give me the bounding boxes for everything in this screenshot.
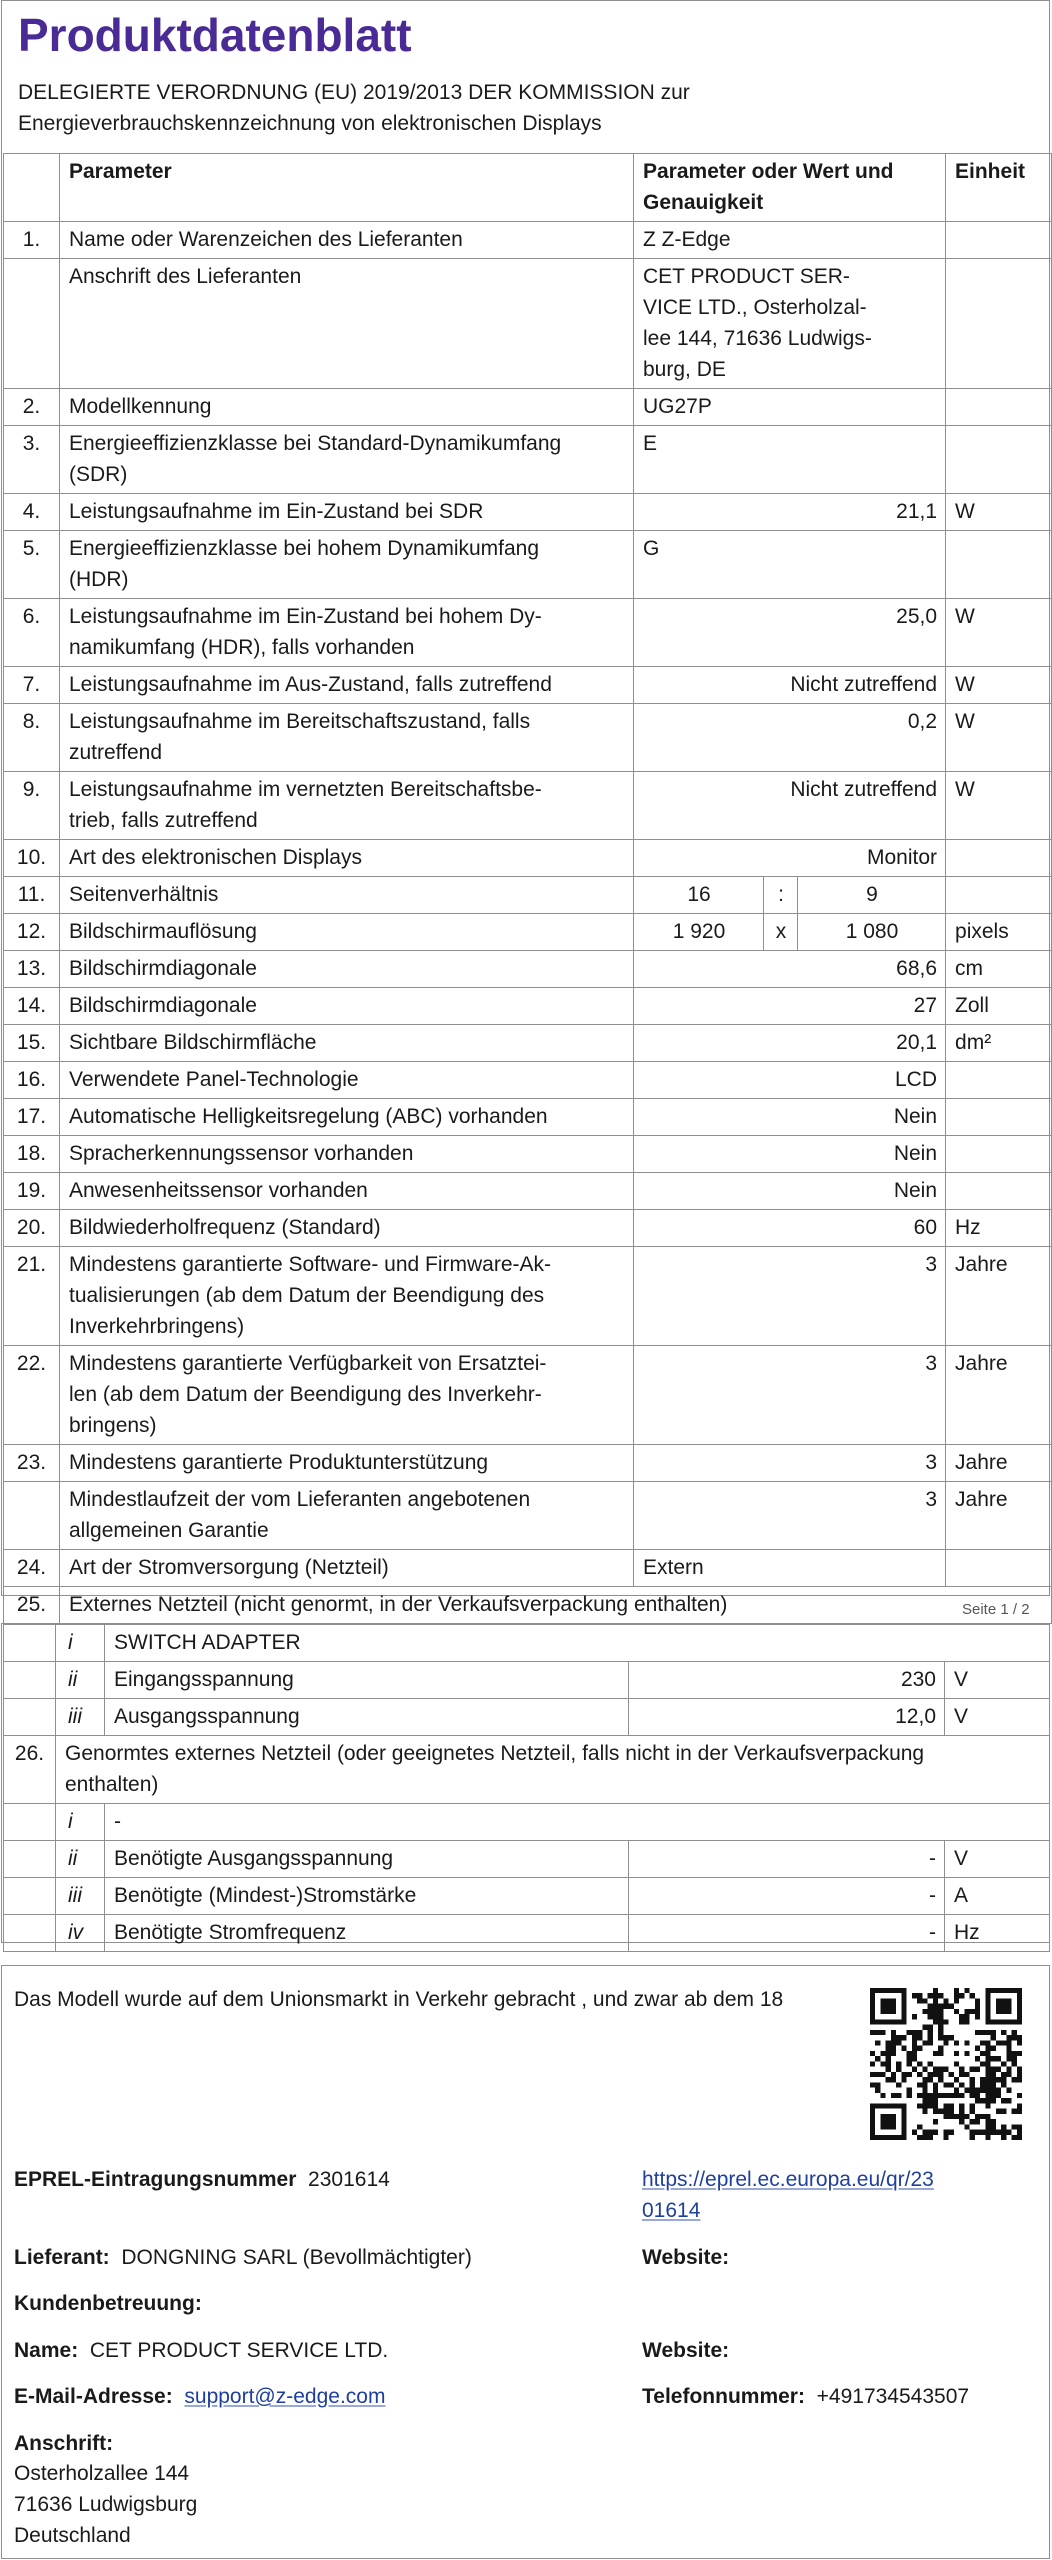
table-row: Anschrift des Lieferanten CET PRODUCT SER- VICE LTD., Osterholzal- lee 144, 71636 Ludwigs- burg, DE xyxy=(4,259,1052,389)
customer-service-heading: Kundenbetreuung: xyxy=(14,2292,202,2315)
table-row: 14. Bildschirmdiagonale 27 Zoll xyxy=(4,988,1052,1025)
header-unit: Einheit xyxy=(946,154,1052,222)
table-row: ii Eingangsspannung 230 V xyxy=(4,1662,1050,1699)
table-row: ii Benötigte Ausgangsspannung - V xyxy=(4,1841,1050,1878)
regulation-subtitle: DELEGIERTE VERORDNUNG (EU) 2019/2013 DER KOMMISSION zur Energieverbrauchskennzeichnung von elektronischen Displays xyxy=(18,81,690,135)
table-row: 3. Energieeffizienzklasse bei Standard-Dynamikumfang (SDR) E xyxy=(4,426,1052,494)
supplier-info: Lieferant: DONGNING SARL (Bevollmächtigter) xyxy=(14,2246,472,2269)
table-row: 16. Verwendete Panel-Technologie LCD xyxy=(4,1062,1052,1099)
customer-service-name: Name: CET PRODUCT SERVICE LTD. xyxy=(14,2339,389,2362)
page-number: Seite 1 / 2 xyxy=(962,1601,1030,1618)
email-link[interactable]: support@z-edge.com xyxy=(184,2385,386,2408)
table-row: 15. Sichtbare Bildschirmfläche 20,1 dm² xyxy=(4,1025,1052,1062)
table-row: 23. Mindestens garantierte Produktunterstützung 3 Jahre xyxy=(4,1445,1052,1482)
header-parameter: Parameter xyxy=(60,154,634,222)
qr-code-icon xyxy=(870,1988,1022,2140)
table-row: iii Ausgangsspannung 12,0 V xyxy=(4,1699,1050,1736)
table-row: 13. Bildschirmdiagonale 68,6 cm xyxy=(4,951,1052,988)
table-row: 20. Bildwiederholfrequenz (Standard) 60 Hz xyxy=(4,1210,1052,1247)
address-block: Osterholzallee 144 71636 Ludwigsburg Deutschland xyxy=(14,2462,198,2547)
table-row: 21. Mindestens garantierte Software- und Firmware-Ak- tualisierungen (ab dem Datum der Beendigung des Inverkehrbringens) 3 Jahre xyxy=(4,1247,1052,1346)
power-supply-table xyxy=(3,1624,1050,1952)
table-row: i SWITCH ADAPTER xyxy=(4,1625,1050,1662)
table-row: 5. Energieeffizienzklasse bei hohem Dynamikumfang (HDR) G xyxy=(4,531,1052,599)
table-row: 12. Bildschirmauflösung 1 920 x 1 080 pixels xyxy=(4,914,1052,951)
table-row: 24. Art der Stromversorgung (Netzteil) Extern xyxy=(4,1550,1052,1587)
datasheet-page-3 xyxy=(1,1965,1050,2559)
table-row: 1. Name oder Warenzeichen des Lieferanten Z Z-Edge xyxy=(4,222,1052,259)
table-row: iv Benötigte Stromfrequenz - Hz xyxy=(4,1915,1050,1952)
table-row: 7. Leistungsaufnahme im Aus-Zustand, falls zutreffend Nicht zutreffend W xyxy=(4,667,1052,704)
table-header-row xyxy=(4,154,1052,222)
datasheet-page-1 xyxy=(1,0,1050,1618)
eprel-registration: EPREL-Eintragungsnummer 2301614 xyxy=(14,2168,390,2191)
table-row: 11. Seitenverhältnis 16 : 9 xyxy=(4,877,1052,914)
table-row: 2. Modellkennung UG27P xyxy=(4,389,1052,426)
table-row: 8. Leistungsaufnahme im Bereitschaftszustand, falls zutreffend 0,2 W xyxy=(4,704,1052,772)
supplier-website-label: Website: xyxy=(642,2246,730,2269)
product-data-table xyxy=(3,153,1052,1624)
table-row: 9. Leistungsaufnahme im vernetzten Bereitschaftsbe- trieb, falls zutreffend Nicht zutreffend W xyxy=(4,772,1052,840)
table-row: i - xyxy=(4,1804,1050,1841)
table-row: 6. Leistungsaufnahme im Ein-Zustand bei hohem Dy- namikumfang (HDR), falls vorhanden 25,0 W xyxy=(4,599,1052,667)
table-row: 17. Automatische Helligkeitsregelung (ABC) vorhanden Nein xyxy=(4,1099,1052,1136)
supplier-address-value: CET PRODUCT SER- VICE LTD., Osterholzal- lee 144, 71636 Ludwigs- burg, DE xyxy=(634,259,946,389)
page-title: Produktdatenblatt xyxy=(18,9,412,61)
table-row: iii Benötigte (Mindest-)Stromstärke - A xyxy=(4,1878,1050,1915)
address-label: Anschrift: xyxy=(14,2432,114,2455)
datasheet-page-2 xyxy=(1,1623,1050,1943)
table-row: Mindestlaufzeit der vom Lieferanten angebotenen allgemeinen Garantie 3 Jahre xyxy=(4,1482,1052,1550)
market-date-text: Das Modell wurde auf dem Unionsmarkt in Verkehr gebracht , und zwar ab dem 18 xyxy=(14,1988,784,2011)
header-value: Parameter oder Wert und Genauigkeit xyxy=(634,154,946,222)
table-row: 18. Spracherkennungssensor vorhanden Nein xyxy=(4,1136,1052,1173)
table-row: 25. Externes Netzteil (nicht genormt, in der Verkaufsverpackung enthalten) xyxy=(4,1587,1052,1624)
table-row: 4. Leistungsaufnahme im Ein-Zustand bei SDR 21,1 W xyxy=(4,494,1052,531)
table-row: 22. Mindestens garantierte Verfügbarkeit von Ersatztei- len (ab dem Datum der Beendigung des Inverkehr- bringens) 3 Jahre xyxy=(4,1346,1052,1445)
table-row: 10. Art des elektronischen Displays Monitor xyxy=(4,840,1052,877)
customer-service-phone: Telefonnummer: +491734543507 xyxy=(642,2385,970,2408)
customer-service-email: E-Mail-Adresse: support@z-edge.com xyxy=(14,2385,386,2408)
table-row: 26. Genormtes externes Netzteil (oder geeignetes Netzteil, falls nicht in der Verkaufsverpackung enthalten) xyxy=(4,1736,1050,1804)
service-website-label: Website: xyxy=(642,2339,730,2362)
eprel-link[interactable]: https://eprel.ec.europa.eu/qr/23 01614 xyxy=(642,2168,934,2222)
table-row: 19. Anwesenheitssensor vorhanden Nein xyxy=(4,1173,1052,1210)
